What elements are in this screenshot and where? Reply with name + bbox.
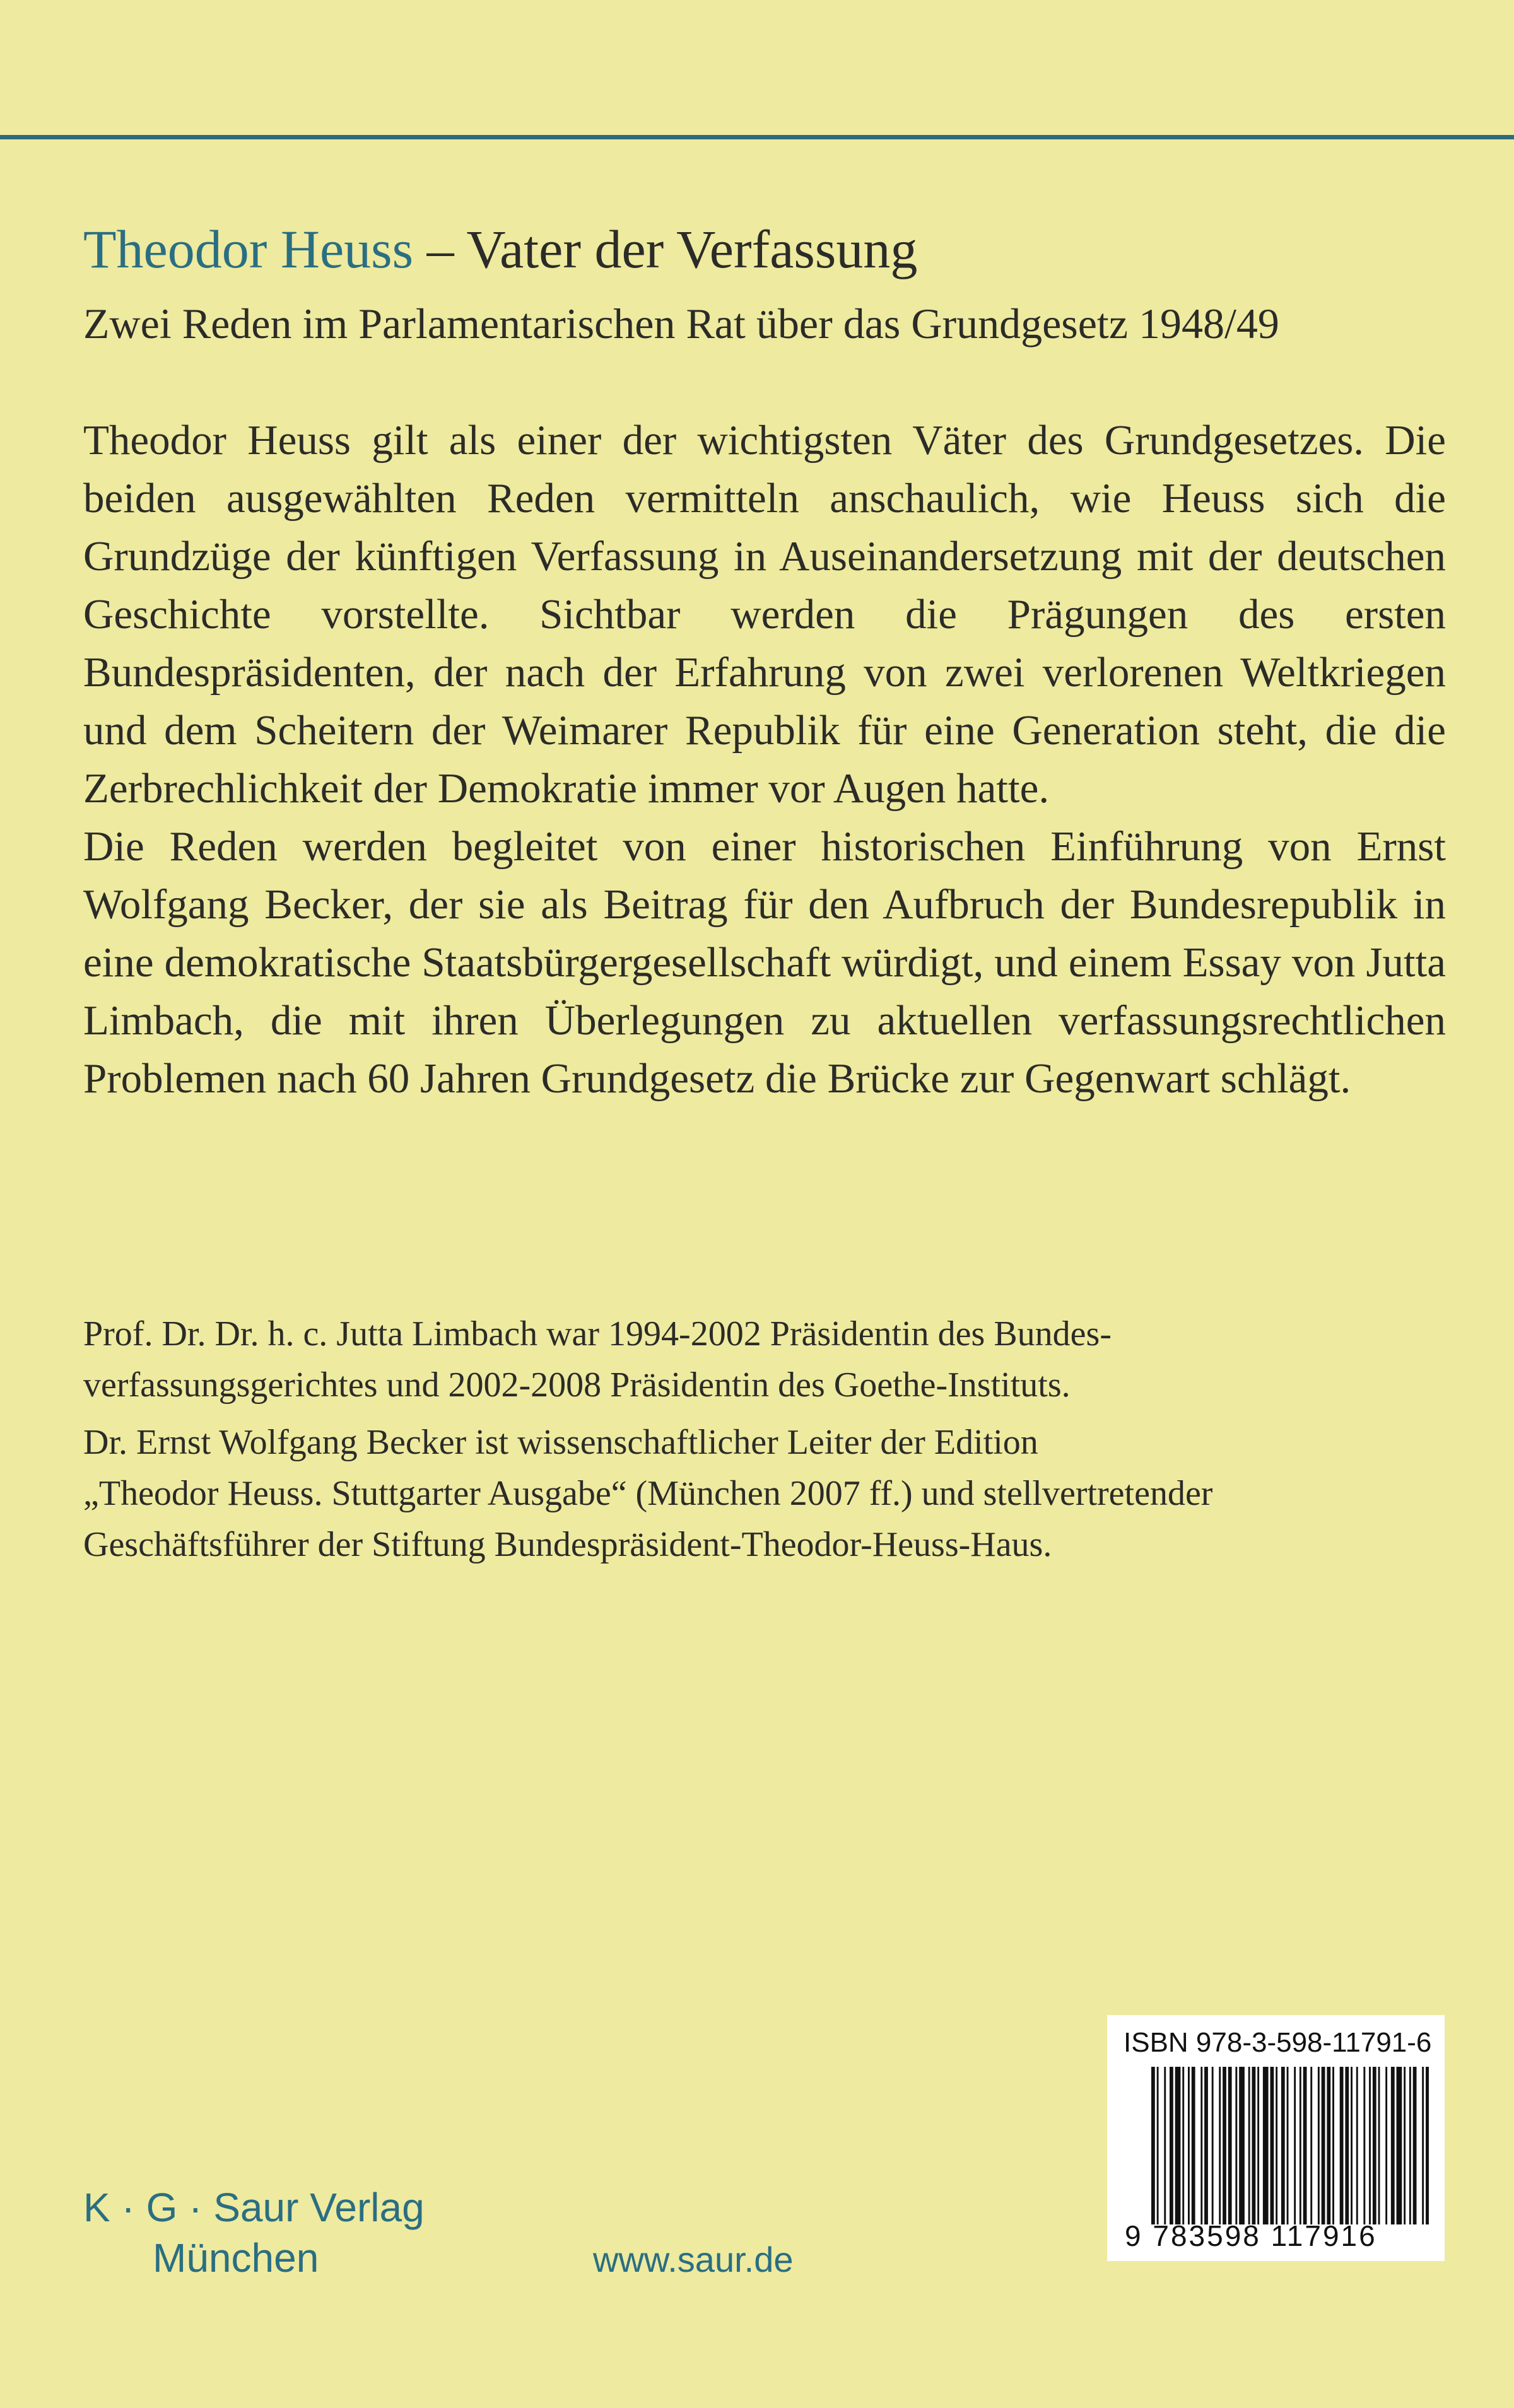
barcode-bar	[1391, 2067, 1395, 2224]
barcode-bar	[1182, 2067, 1184, 2224]
barcode-bar	[1340, 2067, 1344, 2224]
barcode-bar	[1318, 2067, 1320, 2224]
barcode-bar	[1219, 2067, 1221, 2224]
bio-becker-line-3: Geschäftsführer der Stiftung Bundespräsident-Theodor-Heuss-Haus.	[83, 1525, 1052, 1564]
barcode-bars	[1151, 2067, 1429, 2224]
isbn-barcode-panel	[1107, 2015, 1445, 2261]
barcode-bar	[1157, 2067, 1159, 2224]
publisher-imprint	[83, 2182, 425, 2283]
barcode-bar	[1228, 2067, 1232, 2224]
barcode-bar	[1276, 2067, 1277, 2224]
barcode-bar	[1175, 2067, 1181, 2224]
book-title	[83, 214, 1433, 284]
author-bios	[83, 1309, 1440, 1577]
barcode-bar	[1356, 2067, 1358, 2224]
barcode-bar	[1188, 2067, 1190, 2224]
barcode-bar	[1373, 2067, 1376, 2224]
barcode-bar	[1303, 2067, 1307, 2224]
description-paragraph-2: Die Reden werden begleitet von einer historischen Einführung von Ernst Wolfgang Becker, der sie als Beitrag für den Aufbruch der Bundesrepublik in eine demokratische Staatsbürgergesellschaft würdigt, und einem Essay von Jutta Limbach, die mit ihren Überlegungen zu aktuellen verfassungsrechtlichen Problemen nach 60 Jahren Grundgesetz die Brücke zur Gegenwart schlägt.	[83, 823, 1446, 1102]
barcode-bar	[1270, 2067, 1274, 2224]
barcode-bar	[1164, 2067, 1166, 2224]
barcode-bar	[1257, 2067, 1259, 2224]
title-main: – Vater der Verfassung	[413, 219, 918, 279]
bio-becker	[83, 1417, 1440, 1570]
barcode-bar	[1397, 2067, 1402, 2224]
barcode-bar	[1422, 2067, 1424, 2224]
publisher-name: K · G · Saur Verlag	[83, 2185, 425, 2230]
barcode-bar	[1385, 2067, 1387, 2224]
bio-becker-line-1: Dr. Ernst Wolfgang Becker ist wissenschaftlicher Leiter der Edition	[83, 1423, 1038, 1462]
barcode-digits: 9 783598 117916	[1125, 2219, 1377, 2252]
barcode-bar	[1351, 2067, 1353, 2224]
title-author-name: Theodor Heuss	[83, 219, 414, 279]
barcode-bar	[1248, 2067, 1250, 2224]
barcode-bar	[1200, 2067, 1202, 2224]
barcode-bar	[1327, 2067, 1330, 2224]
barcode-bar	[1409, 2067, 1411, 2224]
barcode-bar	[1151, 2067, 1155, 2224]
description-block	[83, 411, 1446, 1108]
barcode-bar	[1170, 2067, 1173, 2224]
barcode-bar	[1223, 2067, 1226, 2224]
barcode-bar	[1345, 2067, 1349, 2224]
barcode-bar	[1281, 2067, 1285, 2224]
barcode-bar	[1263, 2067, 1269, 2224]
barcode-bar	[1235, 2067, 1237, 2224]
barcode-bar	[1322, 2067, 1325, 2224]
book-subtitle: Zwei Reden im Parlamentarischen Rat über das Grundgesetz 1948/49	[83, 300, 1279, 348]
barcode-bar	[1413, 2067, 1417, 2224]
barcode-bar	[1310, 2067, 1312, 2224]
barcode-bar	[1363, 2067, 1365, 2224]
isbn-label: ISBN 978-3-598-11791-6	[1124, 2027, 1432, 2058]
barcode-bar	[1300, 2067, 1301, 2224]
barcode-bar	[1252, 2067, 1256, 2224]
barcode-bar	[1369, 2067, 1371, 2224]
bio-becker-line-2: „Theodor Heuss. Stuttgarter Ausgabe“ (München 2007 ff.) und stellvertretender	[83, 1474, 1213, 1513]
barcode-bar	[1204, 2067, 1208, 2224]
bio-limbach-line-2: verfassungsgerichtes und 2002-2008 Präsidentin des Goethe-Instituts.	[83, 1365, 1071, 1405]
barcode-bar	[1332, 2067, 1334, 2224]
bio-limbach-line-1: Prof. Dr. Dr. h. c. Jutta Limbach war 1994-2002 Präsidentin des Bundes-	[83, 1314, 1112, 1353]
barcode-bar	[1378, 2067, 1380, 2224]
barcode-bar	[1239, 2067, 1245, 2224]
barcode-bar	[1192, 2067, 1195, 2224]
description-paragraph-1: Theodor Heuss gilt als einer der wichtigsten Väter des Grundgesetzes. Die beiden ausgewählten Reden vermitteln anschaulich, wie Heuss sich die Grundzüge der künftigen Verfassung in Auseinandersetzung mit der deutschen Geschichte vorstellte. Sichtbar werden die Prägungen des ersten Bundespräsidenten, der nach der Erfahrung von zwei verlorenen Weltkriegen und dem Scheitern der Weimarer Republik für eine Generation steht, die die Zerbrechlichkeit der Demokratie immer vor Augen hatte.	[83, 417, 1446, 812]
barcode-bar	[1294, 2067, 1296, 2224]
barcode-bar	[1212, 2067, 1214, 2224]
barcode-bar	[1426, 2067, 1429, 2224]
publisher-city: München	[153, 2235, 319, 2281]
barcode-bar	[1287, 2067, 1289, 2224]
top-divider-rule	[0, 135, 1514, 139]
publisher-website: www.saur.de	[593, 2240, 794, 2279]
barcode-bar	[1404, 2067, 1405, 2224]
bio-limbach	[83, 1309, 1440, 1411]
